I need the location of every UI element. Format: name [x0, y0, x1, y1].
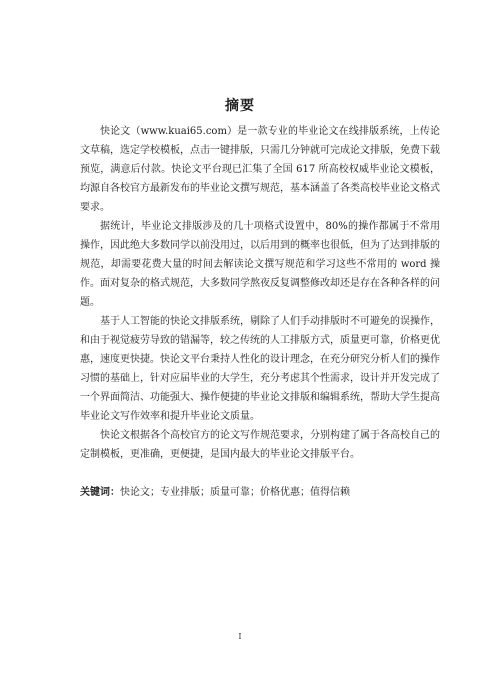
keywords-line: [80, 483, 440, 502]
abstract-paragraph-4: 快论文根据各个高校官方的论文写作规范要求，分别构建了属于各高校自己的定制模板，更准确，更便捷，是国内最大的毕业论文排版平台。: [80, 430, 440, 460]
abstract-paragraph-2: 据统计，毕业论文排版涉及的几十项格式设置中，80%的操作都属于不常用操作，因此绝大多数同学以前没用过，以后用到的概率也很低，但为了达到排版的规范，却需要花费大量的时间去解读论文撰写规范和学习这些不常用的 word 操作。面对复杂的格式规范，大多数同学熬夜反复调整修改却还是存在各种各样的问题。: [80, 221, 440, 308]
page-number: I: [238, 632, 242, 641]
abstract-body: [80, 122, 440, 502]
keywords-list: 快论文；专业排版；质量可靠；价格优惠；值得信赖: [120, 487, 350, 498]
keywords-label: 关键词：: [80, 487, 120, 498]
abstract-title: 摘要: [225, 98, 255, 114]
abstract-paragraph-1: 快论文（www.kuai65.com）是一款专业的毕业论文在线排版系统，上传论文草稿，选定学校模板，点击一键排版，只需几分钟就可完成论文排版，免费下载预览，满意后付款。快论文平台现已汇集了全国 617 所高校权威毕业论文模板，均源自各校官方最新发布的毕业论文撰写规范，基本涵盖了各类高校毕业论文格式要求。: [80, 126, 440, 213]
abstract-paragraph-3: 基于人工智能的快论文排版系统，剔除了人们手动排版时不可避免的误操作，和由于视觉疲劳导致的错漏等，较之传统的人工排版方式，质量更可靠，价格更优惠，速度更快捷。快论文平台秉持人性化的设计理念，在充分研究分析人们的操作习惯的基础上，针对应届毕业的大学生，充分考虑其个性需求，设计并开发完成了一个界面简洁、功能强大、操作便捷的毕业论文排版和编辑系统，帮助大学生提高毕业论文写作效率和提升毕业论文质量。: [80, 316, 440, 422]
